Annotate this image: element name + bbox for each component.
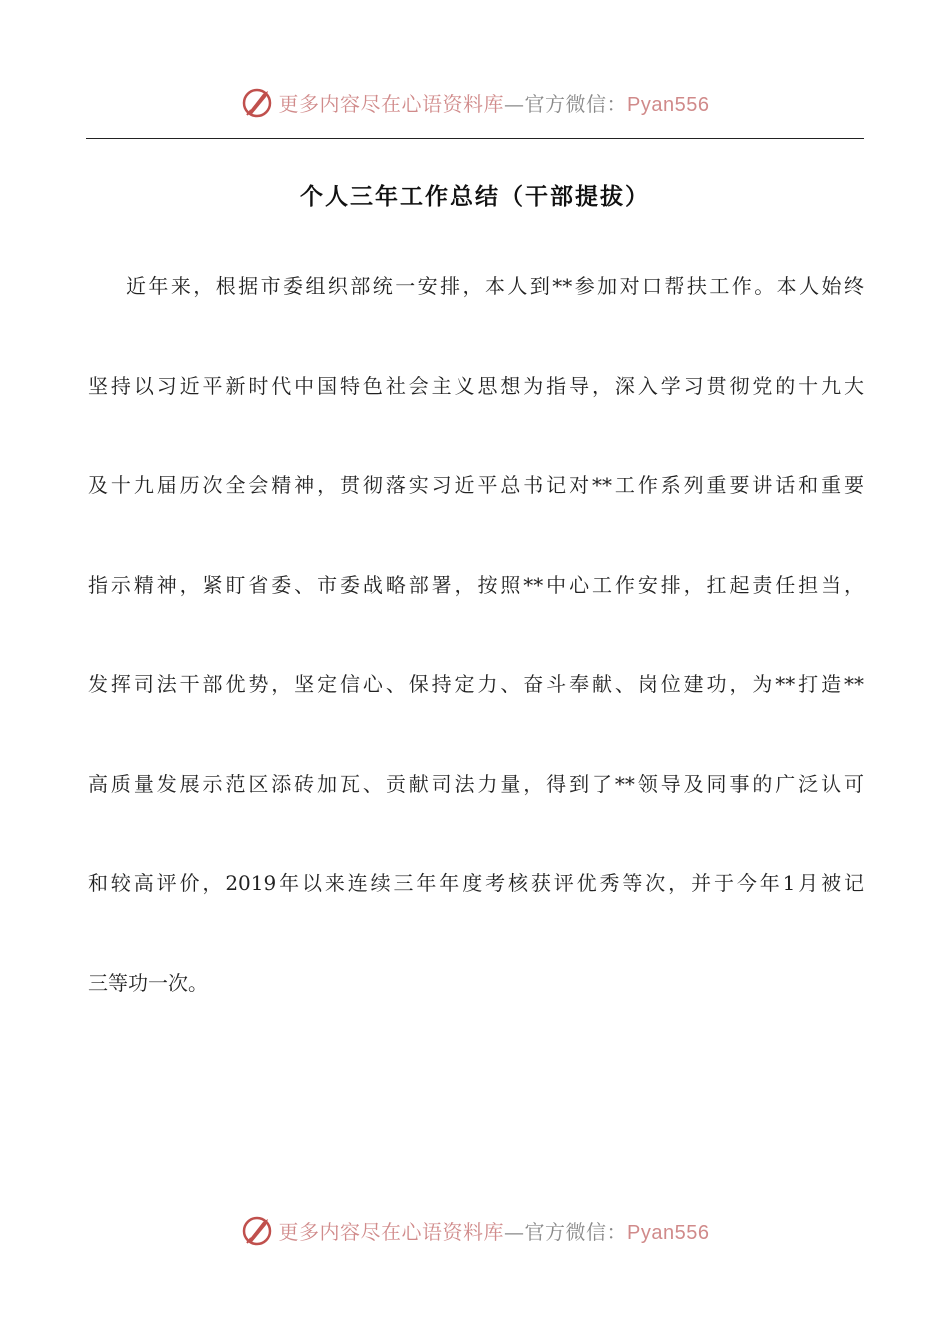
paragraph-line: 近年来，根据市委组织部统一安排，本人到**参加对口帮扶工作。本人始终 — [126, 274, 864, 298]
banner-wechat-id: Pyan556 — [627, 1221, 710, 1244]
header-banner-text — [279, 88, 710, 117]
banner-wechat-id: Pyan556 — [627, 93, 710, 116]
paragraph-line: 发挥司法干部优势，坚定信心、保持定力、奋斗奉献、岗位建功，为**打造** — [88, 672, 864, 696]
document-body — [88, 268, 864, 1064]
paragraph-line: 高质量发展示范区添砖加瓦、贡献司法力量，得到了**领导及同事的广泛认可 — [88, 771, 864, 796]
paragraph-line: 坚持以习近平新时代中国特色社会主义思想为指导，深入学习贯彻党的十九大 — [88, 373, 864, 398]
paragraph-line: 三等功一次。 — [88, 970, 208, 995]
paragraph-line: 指示精神，紧盯省委、市委战略部署，按照**中心工作安排，扛起责任担当， — [88, 572, 864, 597]
document-title: 个人三年工作总结（干部提拔） — [300, 183, 650, 210]
paragraph-line: 和较高评价，2019年以来连续三年年度考核获评优秀等次，并于今年1月被记 — [88, 871, 864, 895]
banner-wechat-label: —官方微信： — [504, 1219, 628, 1244]
banner-brand-text: 更多内容尽在心语资料库 — [278, 1219, 505, 1244]
header-divider — [86, 138, 864, 139]
banner-wechat-label: —官方微信： — [504, 91, 628, 116]
pen-nib-circle-icon — [241, 85, 275, 119]
header-banner — [0, 82, 950, 122]
pen-nib-circle-icon — [241, 1213, 275, 1247]
footer-banner — [0, 1210, 950, 1250]
paragraph-line: 及十九届历次全会精神，贯彻落实习近平总书记对**工作系列重要讲话和重要 — [88, 473, 864, 497]
footer-banner-text — [279, 1216, 710, 1245]
banner-brand-text: 更多内容尽在心语资料库 — [278, 91, 505, 116]
